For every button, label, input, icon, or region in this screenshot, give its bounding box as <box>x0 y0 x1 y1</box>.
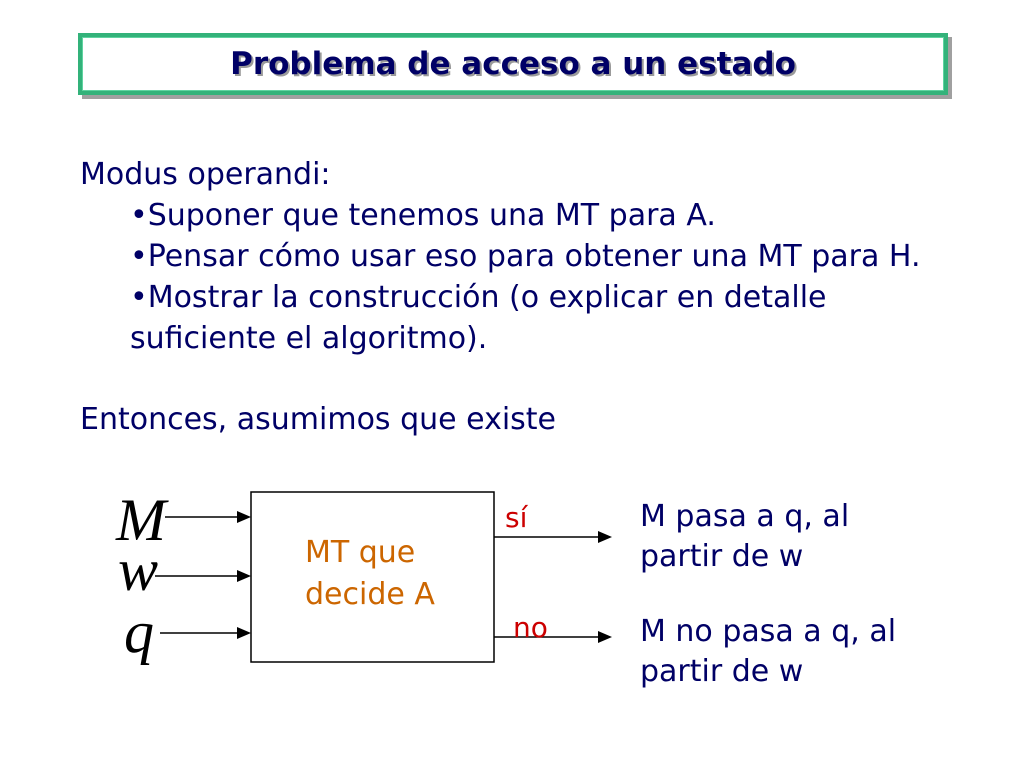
conclusion-text: Entonces, asumimos que existe <box>80 402 557 437</box>
input-arrow-w-head <box>237 570 251 582</box>
input-arrow-m-head <box>237 511 251 523</box>
output-arrow-yes-head <box>598 531 612 543</box>
title-box <box>78 33 948 95</box>
branch-label-yes: sí <box>505 501 528 534</box>
input-arrow-q-head <box>237 627 251 639</box>
bullet-line: •Mostrar la construcción (o explicar en detalle <box>130 280 827 315</box>
result-no-line: M no pasa a q, al <box>640 614 897 649</box>
result-yes-line: partir de w <box>640 539 804 574</box>
branch-label-no: no <box>513 611 548 644</box>
slide-title: Problema de acceso a un estado <box>230 45 796 82</box>
bullet-line: •Pensar cómo usar eso para obtener una MT para H. <box>130 239 921 274</box>
bullet-continuation-line: suficiente el algoritmo). <box>130 321 488 356</box>
bullet-line: •Suponer que tenemos una MT para A. <box>130 198 716 233</box>
input-label-q: q <box>124 599 154 665</box>
body-heading: Modus operandi: <box>80 157 331 192</box>
decider-box-label-line: MT que <box>305 535 416 570</box>
input-label-m: M <box>116 487 166 553</box>
input-label-w: w <box>118 537 159 603</box>
result-no-line: partir de w <box>640 654 804 689</box>
decider-box-label-line: decide A <box>305 577 435 612</box>
output-arrow-no-head <box>598 631 612 643</box>
result-yes-line: M pasa a q, al <box>640 499 850 534</box>
